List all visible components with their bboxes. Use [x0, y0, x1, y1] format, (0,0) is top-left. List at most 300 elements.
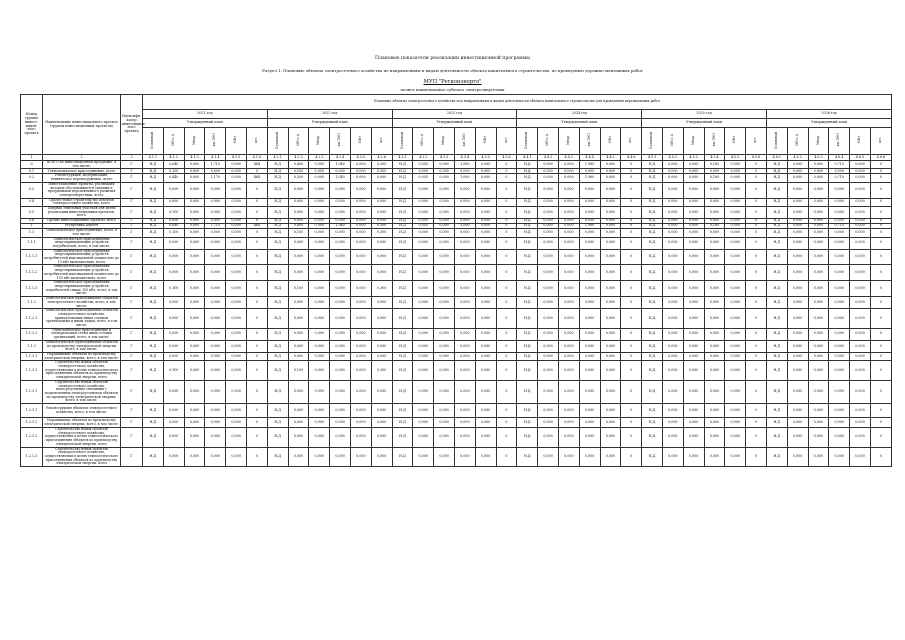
unit-label: Мвар — [690, 135, 695, 145]
row-value: 0,000 — [288, 207, 309, 219]
row-value: 0 — [621, 340, 642, 352]
row-value: 0,000 — [683, 418, 704, 428]
plan-header: Утвержденный план — [517, 119, 642, 128]
row-value: 1,040 — [330, 174, 351, 182]
organization-name: МУП "Регионэнерго" — [423, 79, 482, 85]
row-value: 0,000 — [454, 297, 475, 309]
row-value: 0,000 — [434, 352, 455, 360]
row-value: 0,000 — [330, 229, 351, 237]
row-value: 0,000 — [309, 224, 330, 229]
row-value: Н,Д — [517, 182, 538, 198]
row-value: 0,000 — [226, 265, 247, 281]
row-value: 0,000 — [434, 249, 455, 265]
row-value: 0,000 — [787, 418, 808, 428]
row-value: 0 — [246, 340, 267, 352]
row-value: Н,Д — [766, 174, 787, 182]
row-value: Н,Д — [267, 281, 288, 297]
row-value: Н,Д — [392, 161, 413, 169]
row-value: 0,000 — [662, 207, 683, 219]
row-identifier: Г — [121, 224, 143, 229]
row-identifier: Г — [121, 361, 143, 381]
row-value: 0,000 — [829, 447, 850, 467]
row-value: 0,000 — [600, 237, 621, 249]
row-value: Н,Д — [642, 428, 663, 448]
row-value: 0 — [246, 229, 267, 237]
row-value: 0,000 — [226, 237, 247, 249]
row-value: 0,000 — [662, 352, 683, 360]
row-value: 0,000 — [808, 219, 829, 224]
row-value: Н,Д — [642, 161, 663, 169]
row-value: 0,000 — [330, 447, 351, 467]
row-value: 0,000 — [662, 404, 683, 418]
row-value: 0,000 — [600, 219, 621, 224]
unit-header — [683, 128, 704, 155]
row-value: 0,000 — [330, 352, 351, 360]
row-value: 0,000 — [662, 237, 683, 249]
row-value: 0,100 — [288, 281, 309, 297]
unit-header — [475, 128, 496, 155]
unit-label: Мвар — [565, 135, 570, 145]
column-number: 4.4.3 — [558, 155, 579, 161]
row-number: 1.1.2 — [21, 297, 43, 309]
row-value: 0 — [746, 380, 767, 403]
table-row — [21, 182, 892, 198]
row-value: 0,000 — [829, 219, 850, 224]
row-value: 0,000 — [475, 352, 496, 360]
row-value: 0,000 — [850, 404, 871, 418]
row-value: Н,Д — [766, 418, 787, 428]
column-number: 4.2.1 — [267, 155, 288, 161]
row-value: 0,000 — [704, 219, 725, 224]
unit-label: км ЛЭП — [711, 133, 716, 147]
row-value: Н,Д — [267, 237, 288, 249]
column-number: 4.3.1 — [392, 155, 413, 161]
row-identifier: Г — [121, 207, 143, 219]
row-value: 0,000 — [226, 428, 247, 448]
row-value: 0,000 — [725, 224, 746, 229]
row-value: 0,000 — [808, 281, 829, 297]
row-value: 0 — [870, 309, 891, 329]
row-value: 0,000 — [808, 265, 829, 281]
row-value: 0,000 — [538, 219, 559, 224]
investment-table — [20, 94, 892, 467]
row-value: 0,000 — [579, 428, 600, 448]
row-value: 0,000 — [558, 174, 579, 182]
row-value: 0 — [496, 174, 517, 182]
row-value: 0,000 — [579, 182, 600, 198]
row-value: 0,000 — [829, 198, 850, 206]
row-value: 0,000 — [662, 328, 683, 340]
row-value: Н,Д — [766, 281, 787, 297]
section-title: Раздел 1. Плановые объекты электросетевого хозяйства по направлениям и видам деятельности объекта капитального строительства, по проведению дорожно-монтажных работ — [262, 68, 643, 73]
row-value: 0,000 — [350, 169, 371, 174]
row-value: 0,000 — [683, 447, 704, 467]
table-row — [21, 237, 892, 249]
row-value: 0,000 — [309, 237, 330, 249]
row-value: 0 — [746, 224, 767, 229]
row-value: 0,000 — [454, 198, 475, 206]
row-value: 0,000 — [184, 328, 205, 340]
row-value: 0,000 — [163, 328, 184, 340]
table-row — [21, 207, 892, 219]
row-value: 0,000 — [309, 418, 330, 428]
row-value: 0,000 — [184, 229, 205, 237]
row-value: 0,000 — [288, 309, 309, 329]
row-value: 0 — [621, 309, 642, 329]
row-identifier: Г — [121, 265, 143, 281]
row-value: 0,000 — [309, 309, 330, 329]
col-id-header: Идентифи-катор инвестицион-ного проекта — [121, 95, 143, 155]
row-number: 1.1.2.1 — [21, 309, 43, 329]
unit-header — [725, 128, 746, 155]
row-name: Технологическое присоединение объектов электросетевого хозяйства, принадлежащих иным сетевым организациям и иным лицам, всего, в том числе: — [43, 309, 121, 329]
row-value: 0,160 — [704, 174, 725, 182]
row-value: Н,Д — [642, 182, 663, 198]
row-value: 0,000 — [454, 207, 475, 219]
unit-header — [850, 128, 871, 155]
row-value: 0,000 — [808, 198, 829, 206]
row-value: 0,000 — [725, 447, 746, 467]
row-value: 0,000 — [829, 309, 850, 329]
row-value: 0 — [496, 224, 517, 229]
table-row — [21, 174, 892, 182]
row-identifier: Г — [121, 281, 143, 297]
row-value: 0,000 — [850, 309, 871, 329]
row-value: Н,Д — [517, 237, 538, 249]
row-value: 0 — [496, 198, 517, 206]
row-value: 0,000 — [205, 281, 226, 297]
row-value: 0,000 — [434, 340, 455, 352]
row-value: 0,000 — [309, 198, 330, 206]
row-value: 0,000 — [600, 297, 621, 309]
row-value: 0,000 — [184, 340, 205, 352]
row-value: Н,Д — [143, 418, 164, 428]
row-value: 0,000 — [704, 229, 725, 237]
row-value: Н,Д — [392, 182, 413, 198]
row-value: 0,000 — [205, 328, 226, 340]
row-number: 1.1.1.2 — [21, 265, 43, 281]
header-row-plan — [21, 119, 892, 128]
row-value: Н,Д — [267, 169, 288, 174]
column-number: 4.2.3 — [309, 155, 330, 161]
row-value: 0,000 — [808, 174, 829, 182]
row-value: 0,000 — [829, 428, 850, 448]
row-value: 0,000 — [434, 265, 455, 281]
row-value: 0,000 — [829, 265, 850, 281]
row-value: 0,000 — [288, 297, 309, 309]
row-value: 0 — [246, 265, 267, 281]
row-value: 0,000 — [704, 207, 725, 219]
row-value: 0,000 — [662, 361, 683, 381]
row-value: 0,000 — [787, 207, 808, 219]
row-value: 0,000 — [704, 237, 725, 249]
column-number: 2 — [43, 155, 121, 161]
row-value: 0 — [496, 340, 517, 352]
row-value: 0 — [496, 352, 517, 360]
row-value: 0,000 — [413, 265, 434, 281]
row-value: Н,Д — [267, 161, 288, 169]
row-name: Строительство новых объектов электросетевого хозяйства, осуществляемых в целях технологического присоединения объектов по производству электрической энергии, всего — [43, 428, 121, 448]
organization-caption: полное наименование субъекта электроэнергетики — [400, 87, 505, 92]
row-value: 0,000 — [184, 428, 205, 448]
row-value: 0,000 — [205, 265, 226, 281]
row-value: 0,000 — [538, 265, 559, 281]
row-value: Н,Д — [517, 161, 538, 169]
row-value: Н,Д — [267, 309, 288, 329]
row-number: 1.2.1.3 — [21, 447, 43, 467]
row-value: 0,000 — [413, 404, 434, 418]
row-value: 0,000 — [163, 219, 184, 224]
row-value: 0,000 — [475, 224, 496, 229]
row-identifier: Г — [121, 352, 143, 360]
row-value: 0,000 — [434, 428, 455, 448]
row-value: 0,000 — [163, 309, 184, 329]
row-value: 0,000 — [163, 418, 184, 428]
row-value: 0,000 — [205, 428, 226, 448]
row-value: 0,000 — [184, 198, 205, 206]
row-value: 0,000 — [413, 229, 434, 237]
row-value: 0,000 — [434, 224, 455, 229]
row-value: 0,000 — [808, 418, 829, 428]
row-value: 0,000 — [558, 265, 579, 281]
row-value: 0 — [621, 380, 642, 403]
row-value: 0,000 — [226, 229, 247, 237]
row-value: 0,000 — [413, 352, 434, 360]
row-value: Н,Д — [642, 229, 663, 237]
row-value: 0,000 — [163, 428, 184, 448]
row-value: 0,000 — [600, 174, 621, 182]
row-value: 0,000 — [475, 328, 496, 340]
row-value: 0,000 — [371, 265, 392, 281]
unit-header — [704, 128, 725, 155]
row-value: Н,Д — [267, 198, 288, 206]
row-name: Наращивание объектов по производству электрической энергии, всего, в том числе: — [44, 351, 119, 360]
table-row — [21, 309, 892, 329]
row-value: 0 — [621, 219, 642, 224]
row-value: Н,Д — [517, 297, 538, 309]
row-value: 464 — [246, 224, 267, 229]
row-value: 0,000 — [808, 328, 829, 340]
row-value: 0,000 — [704, 249, 725, 265]
row-value: 0,000 — [558, 224, 579, 229]
row-value: 0,000 — [662, 418, 683, 428]
row-value: Н,Д — [766, 428, 787, 448]
row-value: 0,000 — [454, 309, 475, 329]
column-number: 4.6.5 — [850, 155, 871, 161]
row-value: 0,000 — [725, 182, 746, 198]
column-number: 4.6.6 — [870, 155, 891, 161]
row-value: 0,000 — [704, 265, 725, 281]
row-value: 0,000 — [558, 297, 579, 309]
unit-label: шт. — [254, 137, 259, 144]
table-row — [21, 428, 892, 448]
row-value: 0,000 — [538, 297, 559, 309]
row-value: 0,000 — [538, 447, 559, 467]
row-value: 0,000 — [350, 249, 371, 265]
row-value: 0,000 — [725, 309, 746, 329]
unit-header — [746, 128, 767, 155]
row-value: 0,000 — [787, 219, 808, 224]
unit-header — [642, 128, 663, 155]
row-number: 1.2.1.1 — [21, 404, 43, 418]
row-value: 0,000 — [725, 361, 746, 381]
row-value: 0,000 — [725, 265, 746, 281]
unit-header — [454, 128, 475, 155]
row-value: 0,000 — [330, 361, 351, 381]
row-value: Н,Д — [267, 229, 288, 237]
row-value: 0,000 — [558, 447, 579, 467]
row-value: Н,Д — [517, 328, 538, 340]
row-value: 0,000 — [558, 352, 579, 360]
row-value: 0,000 — [850, 229, 871, 237]
row-value: 0,000 — [475, 237, 496, 249]
row-value: Н,Д — [642, 328, 663, 340]
row-value: 0,000 — [662, 281, 683, 297]
row-value: 0,000 — [683, 380, 704, 403]
row-value: Н,Д — [517, 352, 538, 360]
row-value: 0,000 — [163, 198, 184, 206]
row-value: 0,000 — [184, 281, 205, 297]
row-value: 0,100 — [288, 361, 309, 381]
row-value: 0,000 — [309, 352, 330, 360]
year-header: 2025 год — [642, 110, 767, 119]
unit-header — [205, 128, 226, 155]
row-value: 464 — [246, 161, 267, 169]
row-value: 0 — [746, 249, 767, 265]
row-value: 0,000 — [600, 265, 621, 281]
row-value: 0,000 — [808, 249, 829, 265]
row-value: 0,000 — [600, 198, 621, 206]
row-value: 0,000 — [662, 169, 683, 174]
row-value: 0,000 — [558, 182, 579, 198]
unit-header — [226, 128, 247, 155]
row-name: Технологическое присоединение, всего, в том числе: — [43, 229, 121, 237]
unit-label: МВ×А — [669, 134, 674, 147]
row-value: 0,000 — [434, 207, 455, 219]
row-value: Н,Д — [267, 207, 288, 219]
row-value: 0 — [246, 219, 267, 224]
unit-header — [496, 128, 517, 155]
column-number: 4.1.5 — [226, 155, 247, 161]
row-value: 0,000 — [226, 309, 247, 329]
row-value: 0,000 — [184, 182, 205, 198]
row-value: 0,000 — [350, 297, 371, 309]
row-value: 0,000 — [226, 361, 247, 381]
row-value: Н,Д — [392, 224, 413, 229]
row-value: 0,000 — [371, 404, 392, 418]
row-value: 0,000 — [350, 182, 371, 198]
row-value: 0 — [621, 182, 642, 198]
row-value: Н,Д — [766, 182, 787, 198]
row-value: 0,000 — [829, 328, 850, 340]
row-value: 0,000 — [683, 265, 704, 281]
row-value: 0,000 — [371, 182, 392, 198]
row-value: 0,000 — [579, 297, 600, 309]
row-value: 0,000 — [600, 328, 621, 340]
row-value: 0,000 — [226, 174, 247, 182]
row-value: 0,000 — [434, 182, 455, 198]
row-value: 0 — [246, 207, 267, 219]
row-value: 0,000 — [725, 249, 746, 265]
row-value: 0,100 — [163, 361, 184, 381]
row-value: 0,000 — [330, 169, 351, 174]
row-value: 0 — [746, 219, 767, 224]
row-value: 0,000 — [205, 447, 226, 467]
row-value: 0,000 — [413, 309, 434, 329]
row-value: 0,000 — [330, 404, 351, 418]
row-value: Н,Д — [143, 249, 164, 265]
row-value: 0,000 — [184, 297, 205, 309]
row-value: Н,Д — [766, 328, 787, 340]
row-value: 0 — [870, 198, 891, 206]
row-value: 0,000 — [558, 229, 579, 237]
row-value: 0,000 — [413, 169, 434, 174]
row-value: 0,000 — [454, 352, 475, 360]
row-value: 0,000 — [850, 340, 871, 352]
row-value: 0,000 — [579, 249, 600, 265]
row-value: 0,000 — [829, 361, 850, 381]
year-header: 2026 год — [766, 110, 891, 119]
row-value: 0,000 — [330, 182, 351, 198]
row-value: 1,960 — [579, 174, 600, 182]
row-value: 0,000 — [662, 174, 683, 182]
row-value: 0,000 — [829, 169, 850, 174]
row-value: 0 — [246, 361, 267, 381]
row-value: 0,000 — [330, 198, 351, 206]
row-value: Н,Д — [392, 428, 413, 448]
row-name: Технологическое присоединение объектов по производству электрической энергии всего, в том числе: — [43, 340, 121, 352]
unit-label: МВ×А — [545, 134, 550, 147]
row-value: Н,Д — [392, 352, 413, 360]
table-row — [21, 297, 892, 309]
row-value: 0,000 — [475, 428, 496, 448]
row-value: 0,000 — [371, 340, 392, 352]
row-value: 0,000 — [850, 352, 871, 360]
row-value: 0,000 — [787, 237, 808, 249]
row-value: 0,000 — [787, 297, 808, 309]
row-value: 0 — [621, 237, 642, 249]
row-value: 0,000 — [163, 297, 184, 309]
row-value: 0,000 — [538, 224, 559, 229]
row-value: Н,Д — [642, 198, 663, 206]
row-value: 0 — [621, 161, 642, 169]
row-value: 0,000 — [288, 428, 309, 448]
row-value: 0,000 — [808, 207, 829, 219]
row-value: 0,000 — [850, 182, 871, 198]
row-value: 0,000 — [371, 380, 392, 403]
row-value: 0,400 — [288, 224, 309, 229]
row-value: 0,000 — [350, 380, 371, 403]
row-value: 0,000 — [579, 380, 600, 403]
row-value: 0 — [621, 281, 642, 297]
row-value: 0,000 — [330, 309, 351, 329]
row-value: 0,000 — [829, 207, 850, 219]
row-value: 0,000 — [683, 161, 704, 169]
row-value: 0 — [621, 428, 642, 448]
row-value: 1,940 — [330, 224, 351, 229]
column-number: 4.4.2 — [538, 155, 559, 161]
row-value: Н,Д — [766, 249, 787, 265]
row-value: 0 — [746, 207, 767, 219]
row-value: 0,000 — [683, 404, 704, 418]
row-value: 0 — [621, 418, 642, 428]
unit-label: Плановый — [150, 131, 155, 149]
row-value: 0,000 — [725, 161, 746, 169]
row-value: Н,Д — [766, 219, 787, 224]
row-value: 0 — [246, 447, 267, 467]
unit-label: Мвар — [815, 135, 820, 145]
row-value: 0,300 — [371, 229, 392, 237]
